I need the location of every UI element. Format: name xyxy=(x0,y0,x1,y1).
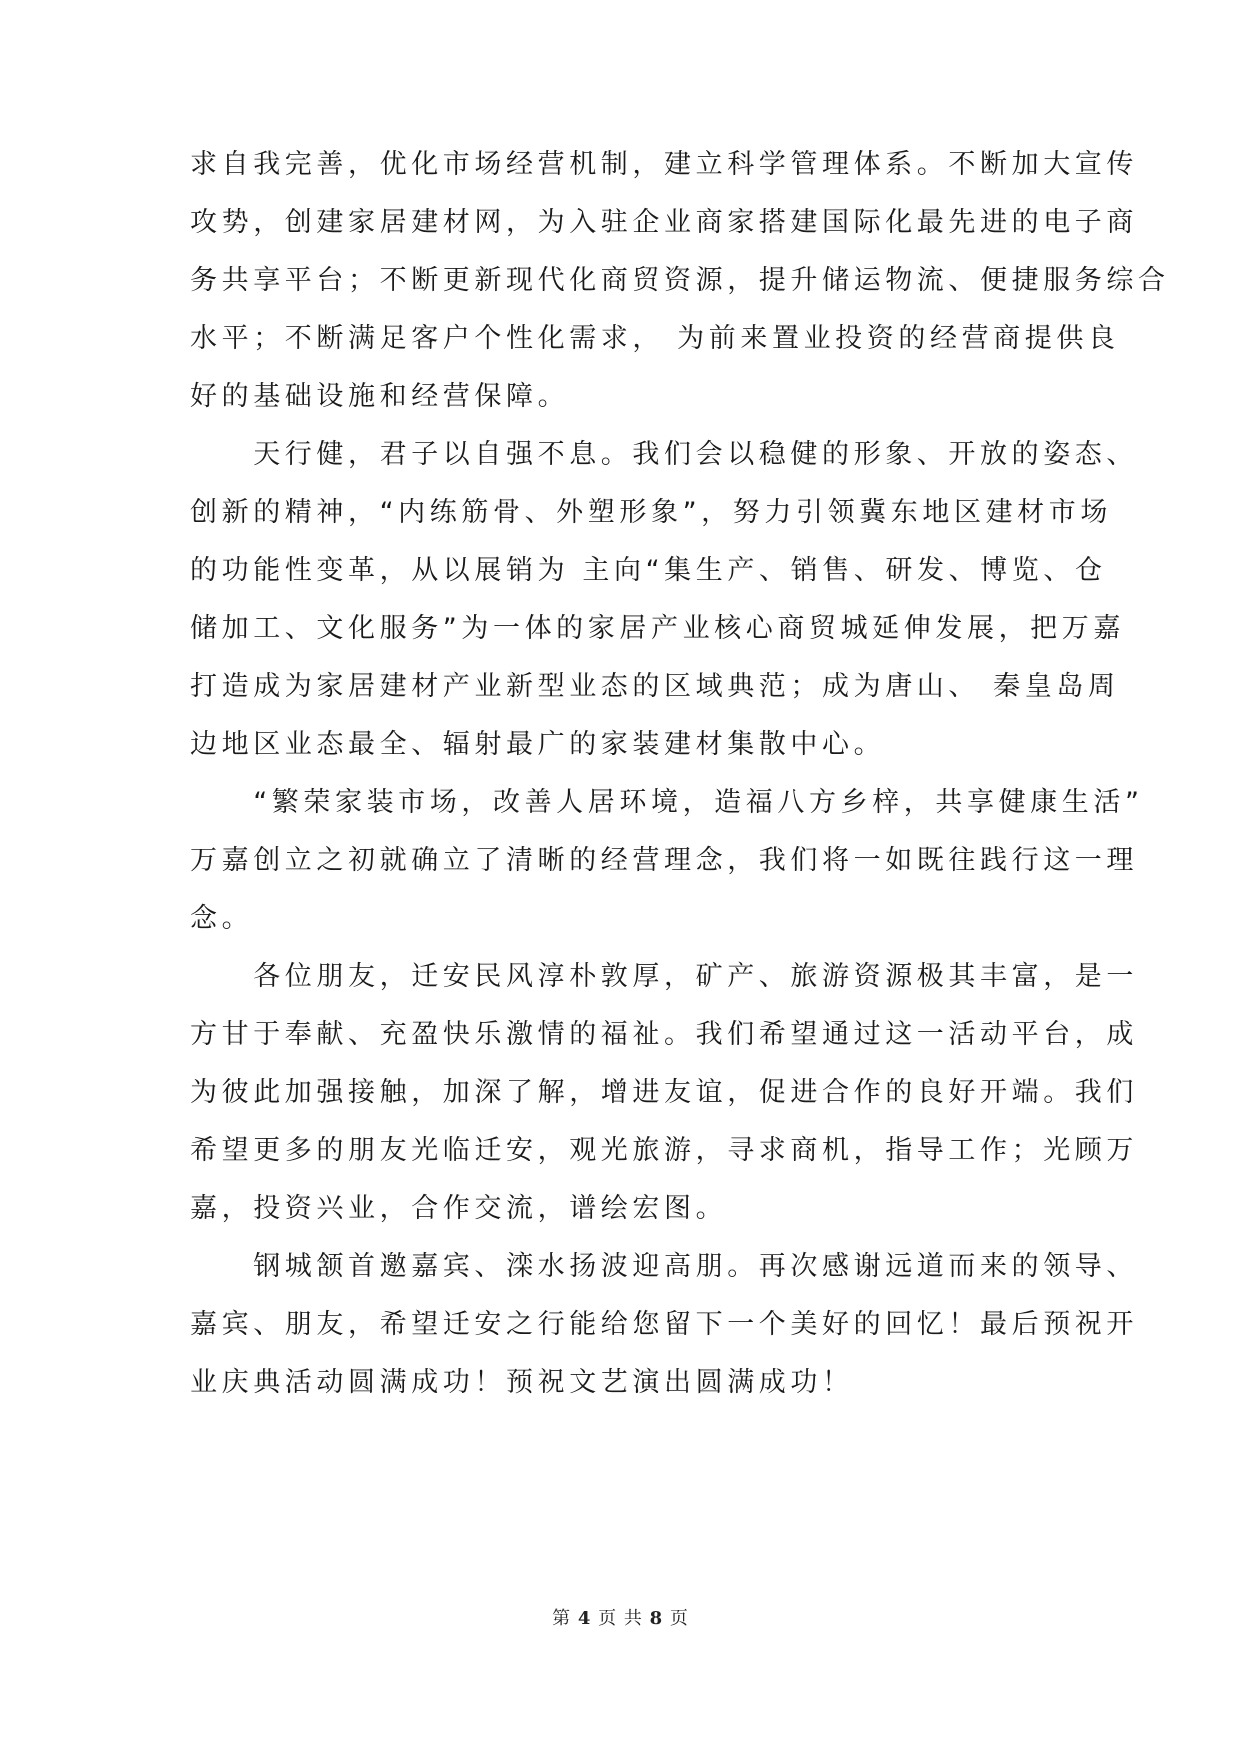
footer-prefix: 第 xyxy=(552,1608,572,1629)
text-line-18: 希望更多的朋友光临迁安，观光旅游，寻求商机，指导工作；光顾万 xyxy=(190,1135,1138,1166)
text-line-14: 念。 xyxy=(190,903,254,934)
text-line-12: “繁荣家装市场，改善人居环境，造福八方乡梓，共享健康生活” xyxy=(190,787,1144,818)
footer-total-pages: 8 xyxy=(649,1608,664,1629)
text-line-3: 务共享平台；不断更新现代化商贸资源，提升储运物流、便捷服务综合 xyxy=(190,265,1170,296)
text-line-15: 各位朋友，迁安民风淳朴敦厚，矿产、旅游资源极其丰富，是一 xyxy=(190,961,1138,992)
text-line-7: 创新的精神，“内练筋骨、外塑形象”，努力引领冀东地区建材市场 xyxy=(190,497,1112,528)
text-line-6: 天行健，君子以自强不息。我们会以稳健的形象、开放的姿态、 xyxy=(190,439,1138,470)
footer-suffix: 页 xyxy=(669,1608,689,1629)
text-line-21: 嘉宾、朋友，希望迁安之行能给您留下一个美好的回忆！最后预祝开 xyxy=(190,1309,1138,1340)
text-line-16: 方甘于奉献、充盈快乐激情的福祉。我们希望通过这一活动平台，成 xyxy=(190,1019,1138,1050)
text-line-8: 的功能性变革，从以展销为 主向“集生产、销售、研发、博览、仓 xyxy=(190,555,1107,586)
footer-middle: 页 共 xyxy=(598,1608,643,1629)
footer-current-page: 4 xyxy=(577,1608,592,1629)
text-line-13: 万嘉创立之初就确立了清晰的经营理念，我们将一如既往践行这一理 xyxy=(190,845,1138,876)
text-line-2: 攻势，创建家居建材网，为入驻企业商家搭建国际化最先进的电子商 xyxy=(190,207,1138,238)
text-line-20: 钢城颔首邀嘉宾、滦水扬波迎高朋。再次感谢远道而来的领导、 xyxy=(190,1251,1138,1282)
text-line-10: 打造成为家居建材产业新型业态的区域典范；成为唐山、 秦皇岛周 xyxy=(190,671,1120,702)
text-line-5: 好的基础设施和经营保障。 xyxy=(190,381,570,412)
text-line-19: 嘉，投资兴业，合作交流，谱绘宏图。 xyxy=(190,1193,728,1224)
text-line-22: 业庆典活动圆满成功！预祝文艺演出圆满成功！ xyxy=(190,1367,854,1398)
text-line-4: 水平；不断满足客户个性化需求， 为前来置业投资的经营商提供良 xyxy=(190,323,1120,354)
text-line-9: 储加工、文化服务”为一体的家居产业核心商贸城延伸发展，把万嘉 xyxy=(190,613,1125,644)
text-line-17: 为彼此加强接触，加深了解，增进友谊，促进合作的良好开端。我们 xyxy=(190,1077,1138,1108)
page-footer xyxy=(0,1606,1241,1632)
text-line-1: 求自我完善，优化市场经营机制，建立科学管理体系。不断加大宣传 xyxy=(190,149,1138,180)
text-line-11: 边地区业态最全、辐射最广的家装建材集散中心。 xyxy=(190,729,886,760)
